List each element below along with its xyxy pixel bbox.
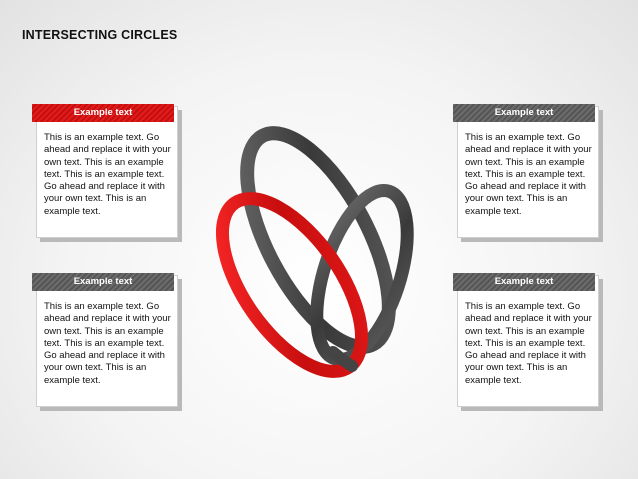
card-text: This is an example text. Go ahead and replace it with your own text. This is an example text. This is an example text. Go ahead and replace it with your own text. This is an example text. bbox=[44, 301, 171, 386]
card-heading: Example text bbox=[32, 273, 174, 291]
card-text: This is an example text. Go ahead and replace it with your own text. This is an example text. This is an example text. Go ahead and replace it with your own text. This is an example text. bbox=[465, 301, 592, 386]
card-heading: Example text bbox=[453, 104, 595, 122]
card-heading: Example text bbox=[32, 104, 174, 122]
card-top-right bbox=[457, 106, 599, 238]
card-text: This is an example text. Go ahead and replace it with your own text. This is an example text. This is an example text. Go ahead and replace it with your own text. This is an example text. bbox=[465, 132, 592, 217]
card-bottom-right bbox=[457, 275, 599, 407]
card-heading: Example text bbox=[453, 273, 595, 291]
card-top-left bbox=[36, 106, 178, 238]
card-text: This is an example text. Go ahead and replace it with your own text. This is an example text. This is an example text. Go ahead and replace it with your own text. This is an example text. bbox=[44, 132, 171, 217]
page-title: INTERSECTING CIRCLES bbox=[22, 28, 178, 42]
card-bottom-left bbox=[36, 275, 178, 407]
